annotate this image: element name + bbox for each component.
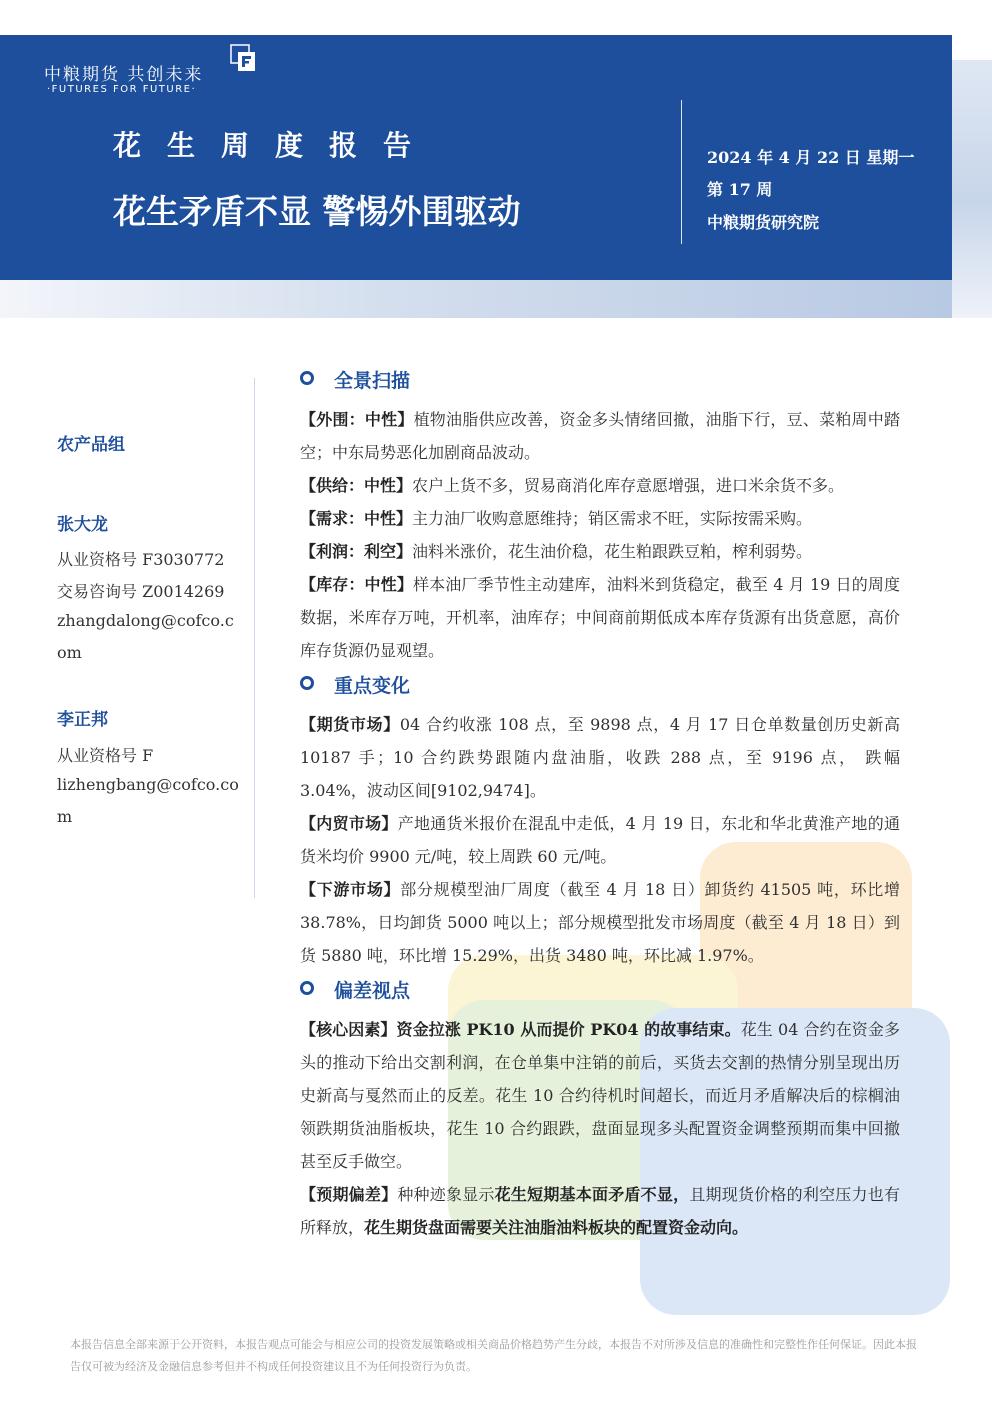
report-type: 花生周度报告 (113, 129, 438, 162)
overview-item-external: 【外围：中性】植物油脂供应改善，资金多头情绪回撤，油脂下行，豆、菜粕周中踏空；中东局势恶化加剧商品波动。 (300, 410, 900, 462)
company-slogan: ·FUTURES FOR FUTURE· (47, 84, 197, 95)
banner-lower-stripe (0, 280, 952, 318)
circle-bullet-icon (300, 371, 314, 385)
analyst-email-cont: m (57, 807, 73, 826)
analyst-consult-id: 交易咨询号 Z0014269 (57, 582, 225, 601)
deviation-item-expectation: 【预期偏差】种种迹象显示花生短期基本面矛盾不显，且期现货价格的利空压力也有所释放，花生期货盘面需要关注油脂油料板块的配置资金动向。 (300, 1185, 900, 1237)
circle-bullet-icon (300, 981, 314, 995)
overview-item-demand: 【需求：中性】主力油厂收购意愿维持；销区需求不旺，实际按需采购。 (300, 509, 813, 528)
company-logo-icon (230, 44, 256, 72)
section-heading-overview: 全景扫描 (300, 366, 410, 393)
header-banner (0, 0, 992, 318)
analyst-license: 从业资格号 F (57, 746, 154, 765)
overview-item-inventory: 【库存：中性】样本油厂季节性主动建库，油料米到货稳定，截至 4 月 19 日的周度数据，米库存万吨，开机率，油库存；中间商前期低成本库存货源有出货意愿，高价库存货源仍显观望。 (300, 575, 900, 660)
analyst-email-cont: om (57, 643, 82, 662)
section-heading-deviation: 偏差视点 (300, 976, 410, 1003)
report-title: 花生矛盾不显 警惕外围驱动 (113, 192, 521, 231)
change-item-futures: 【期货市场】04 合约收涨 108 点，至 9898 点，4 月 17 日仓单数量创历史新高 10187 手；10 合约跌势跟随内盘油脂，收跌 288 点，至 9196 点， 跌幅 3.04%，波动区间[9102,9474]。 (300, 715, 900, 800)
sidebar-divider (254, 378, 255, 898)
analyst-email: lizhengbang@cofco.co (57, 775, 239, 794)
deviation-item-core: 【核心因素】资金拉涨 PK10 从而提价 PK04 的故事结束。花生 04 合约在资金多头的推动下给出交割利润，在仓单集中注销的前后，买货去交割的热情分别呈现出历史新高与戛然而止的反差。花生 10 合约待机时间超长，而近月矛盾解决后的棕榈油领跌期货油脂板块，花生 10 合约跟跌，盘面显现多头配置资金调整预期而集中回撤甚至反手做空。 (300, 1020, 900, 1171)
report-week: 第 17 周 (707, 180, 773, 199)
banner-divider (681, 100, 682, 244)
analyst-name: 张大龙 (57, 515, 108, 535)
analyst-license: 从业资格号 F3030772 (57, 550, 225, 569)
overview-item-supply: 【供给：中性】农户上货不多，贸易商消化库存意愿增强，进口米余货不多。 (300, 476, 845, 495)
report-institute: 中粮期货研究院 (707, 213, 820, 232)
overview-item-profit: 【利润：利空】油料米涨价，花生油价稳，花生粕跟跌豆粕，榨利弱势。 (300, 542, 813, 561)
report-date: 2024 年 4 月 22 日 星期一 (707, 148, 915, 167)
analyst-email: zhangdalong@cofco.c (57, 611, 234, 630)
circle-bullet-icon (300, 676, 314, 690)
change-item-domestic: 【内贸市场】产地通货米报价在混乱中走低，4 月 19 日，东北和华北黄淮产地的通货米均价 9900 元/吨，较上周跌 60 元/吨。 (300, 814, 900, 866)
company-logo-text: 中粮期货 共创未来 (44, 65, 204, 85)
disclaimer: 本报告信息全部来源于公开资料，本报告观点可能会与相应公司的投资发展策略或相关商品价格趋势产生分歧，本报告不对所涉及信息的准确性和完整性作任何保证。因此本报告仅可被为经济及金融信息参考但并不构成任何投资建议且不为任何投资行为负责。 (70, 1338, 917, 1373)
section-heading-key-changes: 重点变化 (300, 671, 410, 698)
change-item-downstream: 【下游市场】部分规模型油厂周度（截至 4 月 18 日）卸货约 41505 吨，环比增 38.78%，日均卸货 5000 吨以上；部分规模型批发市场周度（截至 4 月 18 日）到货 5880 吨，环比增 15.29%，出货 3480 吨，环比减 1.97%。 (300, 880, 900, 965)
analyst-name: 李正邦 (57, 710, 108, 730)
research-group: 农产品组 (57, 435, 125, 455)
